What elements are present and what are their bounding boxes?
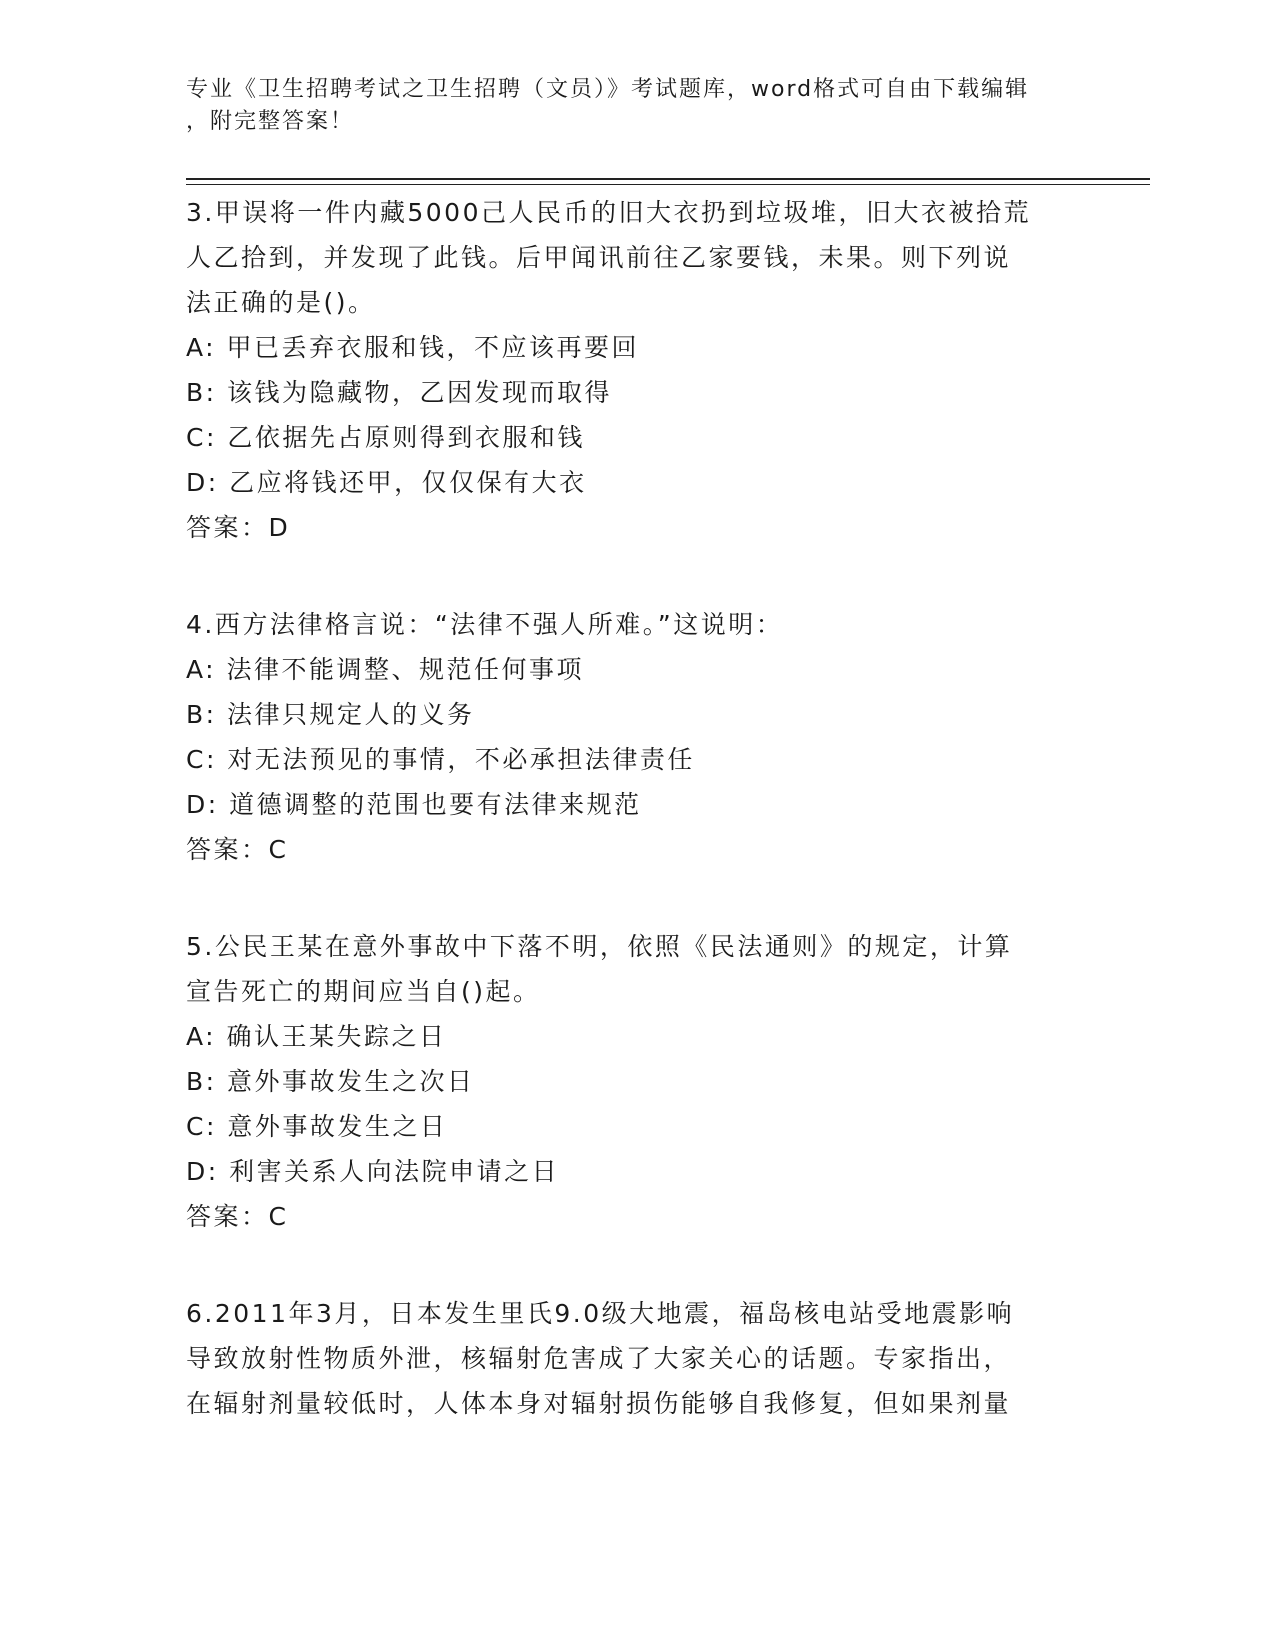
question-block: [186, 602, 1086, 872]
answer-option: C: 意外事故发生之日: [186, 1112, 448, 1141]
answer-key: 答案：C: [186, 835, 289, 864]
answer-option: B: 该钱为隐藏物，乙因发现而取得: [186, 378, 613, 407]
header-line-2: ，附完整答案！: [186, 109, 355, 134]
question-text-line: 在辐射剂量较低时，人体本身对辐射损伤能够自我修复，但如果剂量: [186, 1389, 1012, 1418]
question-block: [186, 1291, 1086, 1426]
answer-option: C: 乙依据先占原则得到衣服和钱: [186, 423, 585, 452]
header-divider-thin: [186, 184, 1150, 185]
answer-option: C: 对无法预见的事情，不必承担法律责任: [186, 745, 695, 774]
answer-option: A: 确认王某失踪之日: [186, 1022, 447, 1051]
document-header: [186, 74, 1066, 138]
question-text-line: 3.甲误将一件内藏5000己人民币的旧大衣扔到垃圾堆，旧大衣被拾荒: [186, 198, 1031, 227]
answer-key: 答案：C: [186, 1202, 289, 1231]
question-text-line: 人乙拾到，并发现了此钱。后甲闻讯前往乙家要钱，未果。则下列说: [186, 243, 1012, 272]
question-text-line: 法正确的是()。: [186, 288, 376, 317]
question-block: [186, 924, 1086, 1239]
header-line-1: 专业《卫生招聘考试之卫生招聘（文员）》考试题库，word格式可自由下载编辑: [186, 77, 1030, 102]
question-text-line: 6.2011年3月，日本发生里氏9.0级大地震，福岛核电站受地震影响: [186, 1299, 1015, 1328]
question-list: [186, 190, 1086, 1426]
question-text-line: 4.西方法律格言说：“法律不强人所难。”这说明：: [186, 610, 784, 639]
answer-option: A: 甲已丢弃衣服和钱，不应该再要回: [186, 333, 640, 362]
header-divider-thick: [186, 178, 1150, 180]
question-block: [186, 190, 1086, 550]
answer-option: B: 意外事故发生之次日: [186, 1067, 475, 1096]
answer-option: A: 法律不能调整、规范任何事项: [186, 655, 585, 684]
answer-option: D: 乙应将钱还甲，仅仅保有大衣: [186, 468, 587, 497]
answer-option: B: 法律只规定人的义务: [186, 700, 475, 729]
answer-option: D: 利害关系人向法院申请之日: [186, 1157, 560, 1186]
question-text-line: 5.公民王某在意外事故中下落不明，依照《民法通则》的规定，计算: [186, 932, 1013, 961]
question-text-line: 导致放射性物质外泄，核辐射危害成了大家关心的话题。专家指出，: [186, 1344, 1012, 1373]
answer-key: 答案：D: [186, 513, 291, 542]
question-text-line: 宣告死亡的期间应当自()起。: [186, 977, 541, 1006]
answer-option: D: 道德调整的范围也要有法律来规范: [186, 790, 642, 819]
